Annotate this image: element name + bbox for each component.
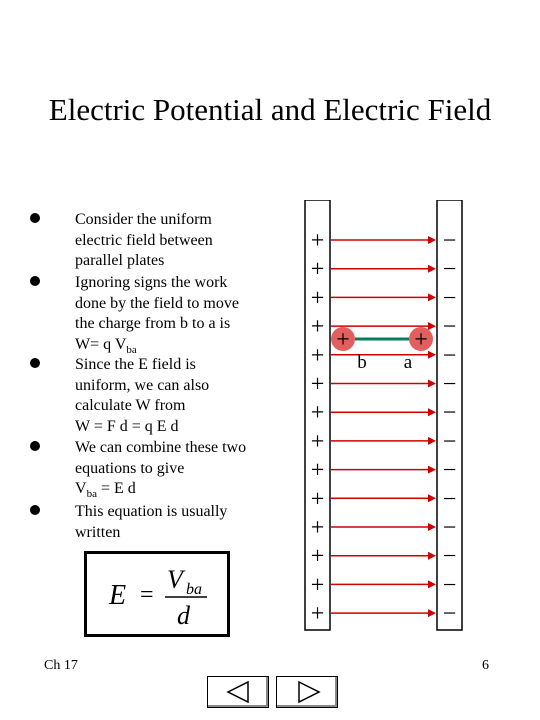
bullet-dot-icon [30,276,40,286]
bullet-line: calculate W from [75,397,186,414]
bullet-line: electric field between [75,231,213,249]
bullet-dot-icon [30,441,40,451]
minus-sign: − [442,543,457,570]
field-lines [331,236,436,617]
triangle-right-icon [277,677,337,707]
equation-numerator: V [167,565,183,594]
plus-sign: + [310,572,325,599]
chapter-label: Ch 17 [44,658,78,673]
field-arrowhead-icon [428,494,436,502]
bullet-line: written [75,523,121,541]
bullet-line: equations to give [75,459,185,477]
bullet-line: Consider the uniform [75,211,212,228]
field-arrowhead-icon [428,408,436,416]
plus-sign: + [310,371,325,398]
minus-sign: − [442,228,457,254]
work-formula: W= q $V_{ba}$ [75,335,137,356]
field-arrowhead-icon [428,523,436,531]
minus-sign: − [442,515,457,541]
bullet-line: This equation is usually [75,503,228,520]
bullet-dot-icon [30,358,40,368]
field-arrowhead-icon [428,351,436,359]
field-arrowhead-icon [428,265,436,273]
plus-sign: + [310,285,325,312]
field-arrowhead-icon [428,580,436,588]
label-a: a [403,352,413,373]
plus-sign: + [310,601,325,628]
minus-sign: − [442,285,457,312]
field-arrowhead-icon [428,293,436,301]
minus-sign: − [442,486,457,513]
field-arrowhead-icon [428,437,436,445]
bullet-line: Since the E field is [75,356,196,373]
equation-box [84,551,230,637]
equation-numerator-sub: ba [186,581,202,598]
parallel-plates-diagram [300,200,470,632]
plus-sign: + [310,515,325,541]
equation-denominator: d [177,601,190,630]
equation-equals: = [140,582,154,608]
bullet-dot-icon [30,213,40,223]
equation-lhs: E [109,580,127,611]
previous-slide-button[interactable] [207,676,269,708]
field-arrowhead-icon [428,466,436,474]
plus-sign: + [310,486,325,513]
minus-sign: − [442,400,457,427]
minus-sign: − [442,256,457,283]
plus-sign: + [310,342,325,369]
plus-sign: + [310,314,325,341]
bullet-line: parallel plates [75,252,165,269]
bullet-line: uniform, we can also [75,376,210,394]
plus-sign: + [310,228,325,254]
minus-sign: − [442,314,457,341]
bullet-line: We can combine these two [75,439,247,456]
minus-sign: − [442,342,457,369]
bullet-line: the charge from b to a is [75,315,231,332]
plus-sign: + [310,256,325,283]
page-number: 6 [482,658,489,673]
field-arrowhead-icon [428,380,436,388]
bullet-dot-icon [30,505,40,515]
slide-title: Electric Potential and Electric Field [48,92,492,127]
next-slide-button[interactable] [276,676,338,708]
plus-sign: + [310,428,325,455]
field-arrowhead-icon [428,552,436,560]
bullet-line: done by the field to move [75,294,239,312]
charge-a-sign: + [414,327,428,353]
plus-sign: + [310,457,325,484]
triangle-left-icon [208,677,268,707]
equation-graphic [87,554,227,634]
bullet-line: Ignoring signs the work [75,274,228,291]
charge-b-sign: + [336,327,350,353]
minus-sign: − [442,371,457,398]
potential-formula: $V_{ba} = E$ d [75,480,136,501]
plus-sign: + [310,400,325,427]
minus-sign: − [442,601,457,628]
minus-sign: − [442,428,457,455]
label-b: b [357,352,367,373]
field-arrowhead-icon [428,236,436,244]
minus-sign: − [442,457,457,484]
plus-sign: + [310,543,325,570]
field-arrowhead-icon [428,322,436,330]
bullet-line: W = F d = q E d [75,417,179,435]
field-arrowhead-icon [428,609,436,617]
minus-sign: − [442,572,457,599]
